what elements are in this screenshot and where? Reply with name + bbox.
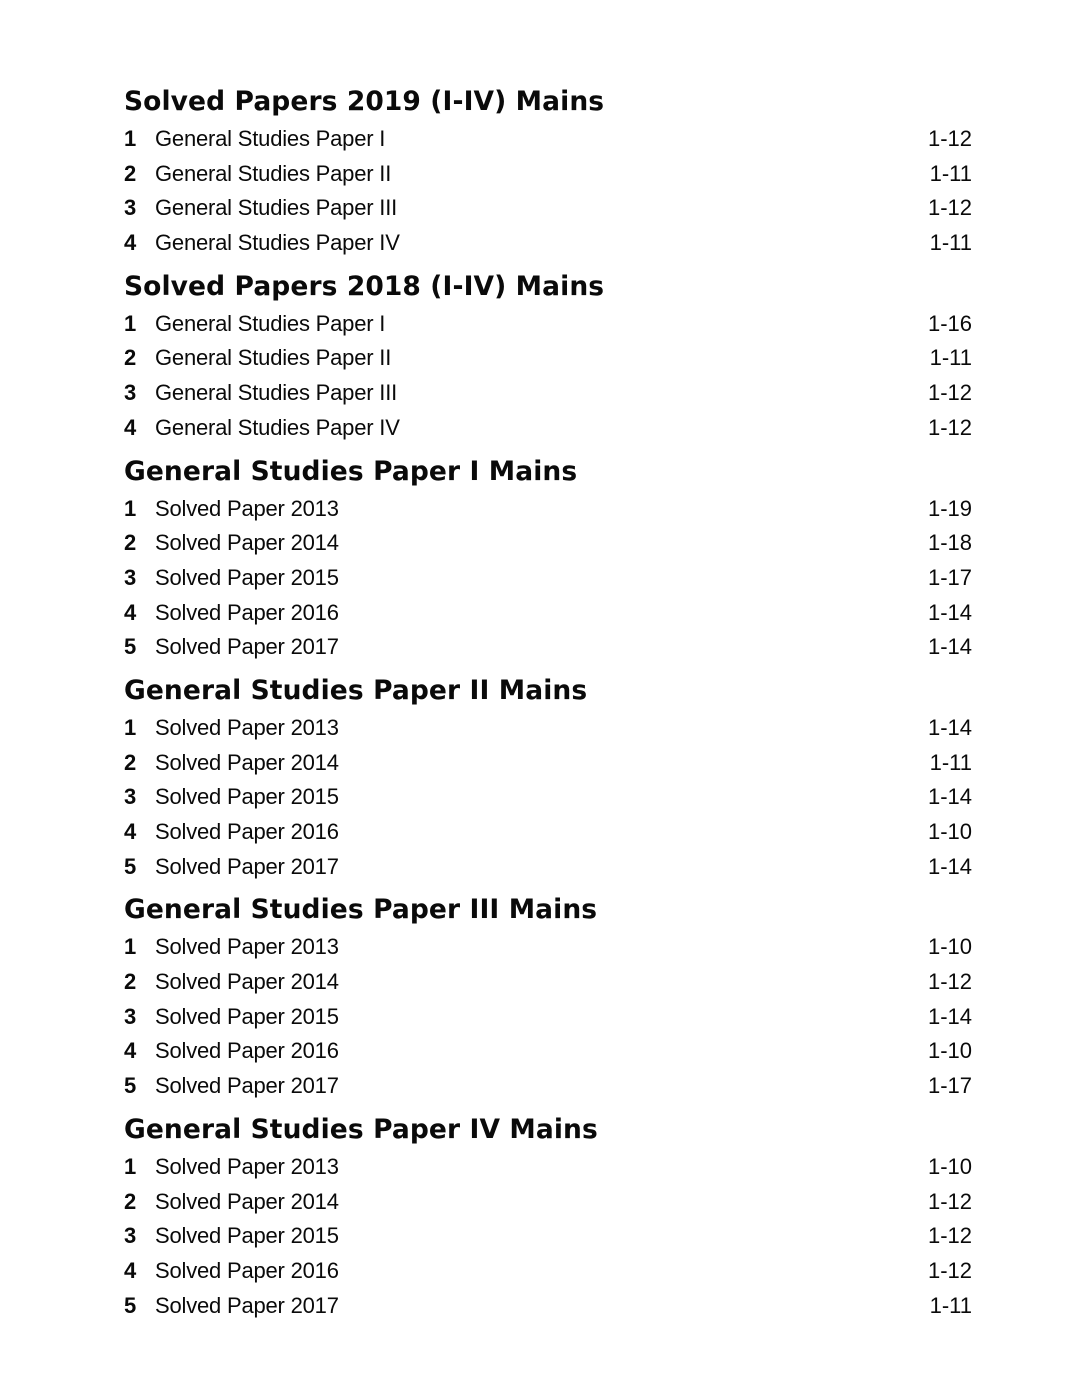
toc-entry [124,1185,972,1220]
entry-label: General Studies Paper I [155,310,386,336]
section-title: General Studies Paper I Mains [124,455,578,487]
section-items [124,122,972,261]
entry-number: 3 [124,784,137,810]
entry-label: Solved Paper 2017 [155,1292,339,1318]
entry-number: 1 [124,126,137,151]
entry-pages: 1-14 [927,714,972,740]
toc-entry [124,1069,972,1104]
toc-entry [124,122,972,157]
entry-pages: 1-10 [927,934,972,960]
toc-entry [124,815,972,850]
entry-pages: 1-12 [927,1188,972,1214]
entry-pages: 1-10 [927,1038,972,1064]
toc-entry [124,157,972,192]
toc-section-gs-paper-4 [124,1112,972,1323]
entry-number: 1 [124,495,137,521]
entry-pages: 1-14 [927,634,972,660]
toc-entry [124,596,972,631]
entry-number: 1 [124,310,137,336]
entry-number: 5 [124,1073,137,1099]
toc-section-gs-paper-2 [124,673,972,884]
entry-pages: 1-12 [927,414,972,440]
toc-entry [124,492,972,527]
toc-entry [124,930,972,965]
section-title: General Studies Paper IV Mains [124,1113,598,1145]
entry-pages: 1-11 [929,345,972,371]
table-of-contents [124,84,972,1331]
entry-number: 4 [124,1257,137,1283]
entry-number: 2 [124,969,137,995]
entry-label: Solved Paper 2016 [155,819,339,844]
toc-entry [124,1219,972,1254]
entry-number: 2 [124,345,137,371]
entry-pages: 1-14 [927,1003,972,1029]
entry-number: 2 [124,1188,137,1214]
entry-pages: 1-17 [927,1073,972,1099]
toc-entry [124,746,972,781]
entry-label: Solved Paper 2016 [155,1038,339,1064]
entry-number: 4 [124,1038,137,1064]
entry-label: General Studies Paper II [155,160,392,186]
toc-entry [124,1034,972,1069]
entry-number: 5 [124,853,137,879]
toc-entry [124,965,972,1000]
section-items [124,1150,972,1323]
entry-label: Solved Paper 2013 [155,714,339,740]
entry-label: Solved Paper 2016 [155,1257,339,1283]
entry-number: 3 [124,564,137,590]
section-items [124,307,972,446]
entry-label: Solved Paper 2017 [155,853,339,879]
entry-label: General Studies Paper I [155,126,386,151]
toc-entry [124,780,972,815]
entry-label: Solved Paper 2016 [155,599,339,625]
entry-number: 2 [124,530,137,556]
toc-entry [124,226,972,261]
toc-entry [124,1254,972,1289]
toc-entry [124,1000,972,1035]
entry-number: 5 [124,1292,137,1318]
entry-label: Solved Paper 2014 [155,1188,339,1214]
toc-entry [124,711,972,746]
entry-label: Solved Paper 2014 [155,749,339,775]
entry-pages: 1-11 [929,160,972,186]
entry-number: 1 [124,934,137,960]
entry-pages: 1-14 [927,784,972,810]
entry-number: 3 [124,1003,137,1029]
toc-section-2018 [124,269,972,446]
toc-entry [124,850,972,885]
entry-number: 5 [124,634,137,660]
entry-label: Solved Paper 2015 [155,564,339,590]
toc-entry [124,1289,972,1324]
section-items [124,930,972,1103]
toc-entry [124,630,972,665]
entry-pages: 1-10 [927,819,972,844]
entry-pages: 1-10 [927,1153,972,1179]
entry-number: 3 [124,1223,137,1249]
entry-label: Solved Paper 2014 [155,530,339,556]
entry-number: 1 [124,714,137,740]
entry-label: Solved Paper 2013 [155,934,339,960]
entry-pages: 1-14 [927,599,972,625]
entry-label: Solved Paper 2017 [155,1073,339,1099]
entry-number: 3 [124,380,137,406]
entry-label: Solved Paper 2015 [155,1223,339,1249]
entry-pages: 1-12 [927,126,972,151]
section-items [124,711,972,884]
entry-label: Solved Paper 2013 [155,495,339,521]
entry-label: Solved Paper 2015 [155,784,339,810]
entry-label: Solved Paper 2017 [155,634,339,660]
section-title: General Studies Paper III Mains [124,894,598,926]
entry-pages: 1-12 [927,969,972,995]
toc-entry [124,411,972,446]
section-title: Solved Papers 2019 (I-IV) Mains [124,86,605,117]
entry-label: Solved Paper 2015 [155,1003,339,1029]
toc-entry [124,341,972,376]
entry-label: General Studies Paper IV [155,230,400,256]
entry-number: 1 [124,1153,137,1179]
entry-pages: 1-12 [927,1223,972,1249]
toc-section-2019 [124,84,972,261]
entry-number: 2 [124,749,137,775]
entry-number: 3 [124,195,137,221]
entry-number: 2 [124,160,137,186]
entry-number: 4 [124,819,137,844]
entry-pages: 1-14 [927,853,972,879]
entry-label: General Studies Paper IV [155,414,400,440]
toc-entry [124,561,972,596]
toc-entry [124,376,972,411]
section-items [124,492,972,665]
entry-pages: 1-12 [927,195,972,221]
entry-pages: 1-19 [927,495,972,521]
toc-section-gs-paper-3 [124,892,972,1103]
toc-entry [124,191,972,226]
entry-pages: 1-16 [927,310,972,336]
toc-entry [124,1150,972,1185]
entry-pages: 1-12 [927,380,972,406]
entry-label: General Studies Paper II [155,345,392,371]
entry-pages: 1-12 [927,1257,972,1283]
entry-pages: 1-11 [929,230,972,256]
section-title: General Studies Paper II Mains [124,674,588,706]
entry-label: Solved Paper 2014 [155,969,339,995]
toc-section-gs-paper-1 [124,454,972,665]
entry-number: 4 [124,230,137,256]
entry-label: General Studies Paper III [155,380,398,406]
entry-label: Solved Paper 2013 [155,1153,339,1179]
section-title: Solved Papers 2018 (I-IV) Mains [124,270,605,302]
toc-entry [124,526,972,561]
entry-pages: 1-17 [927,564,972,590]
toc-entry [124,307,972,342]
entry-number: 4 [124,599,137,625]
entry-pages: 1-18 [927,530,972,556]
entry-pages: 1-11 [929,1292,972,1318]
entry-pages: 1-11 [929,749,972,775]
entry-number: 4 [124,414,137,440]
entry-label: General Studies Paper III [155,195,398,221]
